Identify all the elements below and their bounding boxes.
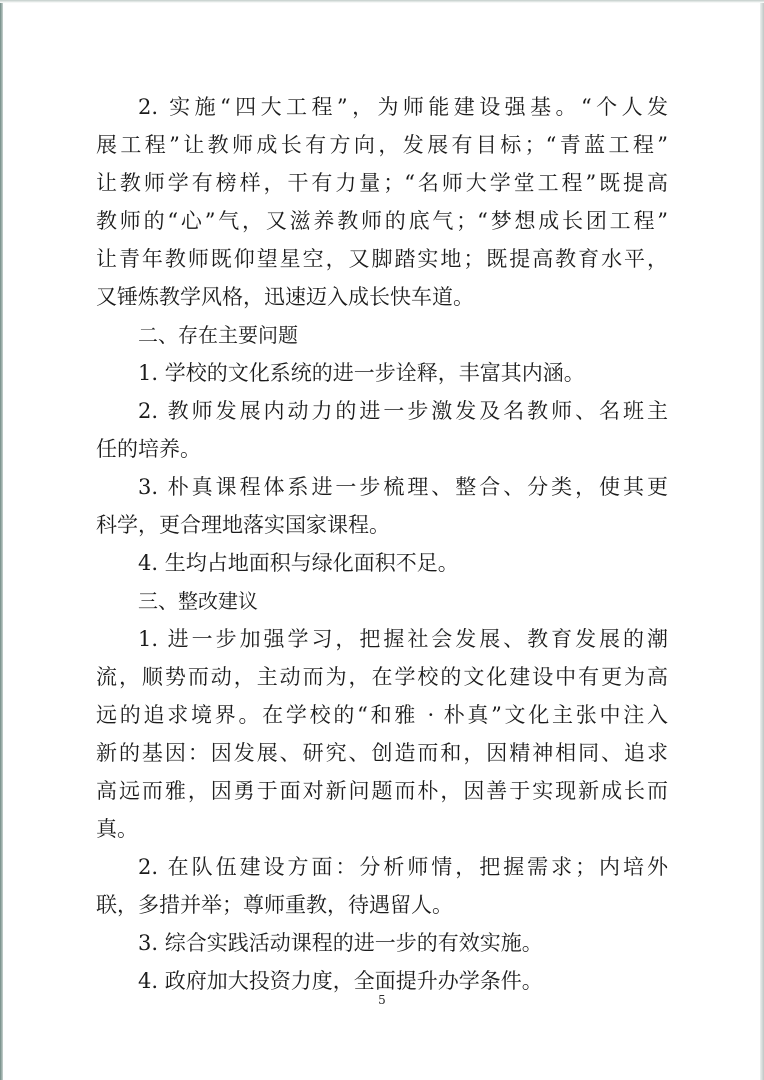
paragraph-line: 流，顺势而动，主动而为，在学校的文化建设中有更为高 bbox=[96, 665, 668, 689]
paragraph-line: 真。 bbox=[96, 817, 138, 841]
list-item: 3. 综合实践活动课程的进一步的有效实施。 bbox=[138, 931, 543, 955]
list-item: 1. 学校的文化系统的进一步诠释，丰富其内涵。 bbox=[138, 361, 585, 385]
page-number: 5 bbox=[378, 993, 386, 1007]
section-heading: 二、存在主要问题 bbox=[138, 323, 298, 347]
paragraph-line: 教师的“心”气，又滋养教师的底气；“梦想成长团工程” bbox=[96, 209, 668, 233]
paragraph-line: 远的追求境界。在学校的“和雅 · 朴真”文化主张中注入 bbox=[96, 703, 668, 727]
list-item: 1. 进一步加强学习，把握社会发展、教育发展的潮 bbox=[138, 627, 668, 651]
paragraph-line: 高远而雅，因勇于面对新问题而朴，因善于实现新成长而 bbox=[96, 779, 668, 803]
paragraph-line: 展工程”让教师成长有方向，发展有目标；“青蓝工程” bbox=[96, 133, 668, 157]
paragraph-line: 2. 实施“四大工程”，为师能建设强基。“个人发 bbox=[138, 95, 668, 119]
paragraph-line: 让青年教师既仰望星空，又脚踏实地；既提高教育水平， bbox=[96, 247, 668, 271]
paragraph-line: 联，多措并举；尊师重教，待遇留人。 bbox=[96, 893, 453, 917]
scan-edge-left bbox=[0, 0, 3, 1080]
paragraph-line: 任的培养。 bbox=[96, 437, 201, 461]
paragraph-line: 科学，更合理地落实国家课程。 bbox=[96, 513, 390, 537]
list-item: 2. 在队伍建设方面：分析师情，把握需求；内培外 bbox=[138, 855, 668, 879]
scan-edge-top bbox=[0, 0, 764, 3]
list-item: 2. 教师发展内动力的进一步激发及名教师、名班主 bbox=[138, 399, 668, 423]
list-item: 3. 朴真课程体系进一步梳理、整合、分类，使其更 bbox=[138, 475, 668, 499]
section-heading: 三、整改建议 bbox=[138, 589, 258, 613]
list-item: 4. 生均占地面积与绿化面积不足。 bbox=[138, 551, 459, 575]
list-item: 4. 政府加大投资力度，全面提升办学条件。 bbox=[138, 969, 543, 993]
paragraph-line: 又锤炼教学风格，迅速迈入成长快车道。 bbox=[96, 285, 474, 309]
paragraph-line: 新的基因：因发展、研究、创造而和，因精神相同、追求 bbox=[96, 741, 668, 765]
paragraph-line: 让教师学有榜样，干有力量；“名师大学堂工程”既提高 bbox=[96, 171, 668, 195]
scan-edge-right bbox=[760, 0, 764, 1080]
